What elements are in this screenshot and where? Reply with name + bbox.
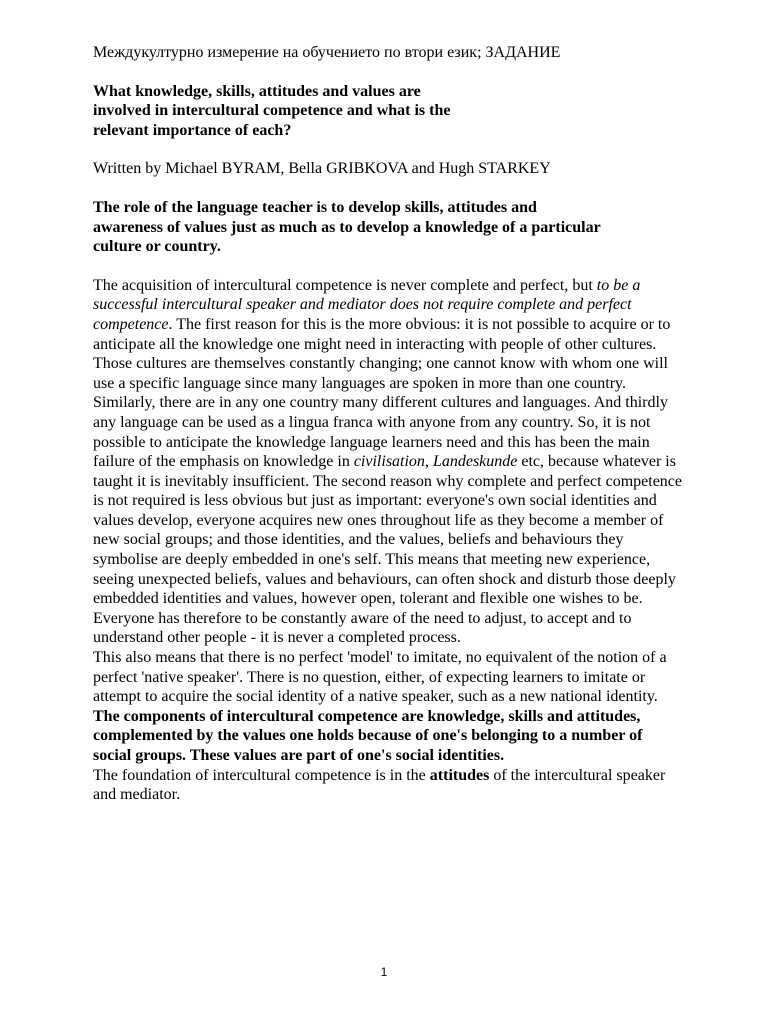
p4-bold-b: attitudes bbox=[429, 766, 490, 784]
p1-italic-b: to be a successful intercultural speaker and mediator does not require complete and perfect competence bbox=[93, 276, 641, 333]
p1-text-a: The acquisition of intercultural competence is never complete and perfect, but bbox=[93, 276, 597, 294]
page-number: 1 bbox=[380, 965, 388, 979]
p1-text-c: . The first reason for this is the more obvious: it is not possible to acquire or to anticipate all the knowledge one might need in interacting with people of other cultures. Those cultures are themselves constantly changing; one cannot know with whom one will use a specific language since many languages are spoken in more than one country. Similarly, there are in any one country many different cultures and languages. And thirdly any language can be used as a lingua franca with anyone from any country. So, it is not possible to anticipate the knowledge language learners need and this has been the main failure of the emphasis on knowledge in bbox=[93, 315, 671, 471]
p1-italic-f: Landeskunde bbox=[432, 453, 518, 471]
body-paragraph-1 bbox=[93, 276, 683, 648]
body-paragraph-2: This also means that there is no perfect 'model' to imitate, no equivalent of the notion of a perfect 'native speaker'. There is no question, either, of expecting learners to imitate or attempt to acquire the social identity of a native speaker, such as a new national identity. bbox=[93, 649, 667, 706]
body-paragraph-4 bbox=[93, 766, 683, 805]
p1-text-e: , bbox=[424, 453, 433, 471]
lead-line: awareness of values just as much as to develop a knowledge of a particular bbox=[93, 218, 601, 236]
lead-line: The role of the language teacher is to develop skills, attitudes and bbox=[93, 198, 537, 216]
lead-line: culture or country. bbox=[93, 238, 221, 256]
title-line: relevant importance of each? bbox=[93, 121, 292, 139]
p1-italic-d: civilisation bbox=[353, 453, 425, 471]
document-page bbox=[93, 43, 683, 805]
title-line: involved in intercultural competence and what is the bbox=[93, 102, 451, 120]
p4-text-a: The foundation of intercultural competence is in the bbox=[93, 766, 430, 784]
p1-text-g: etc, because whatever is taught it is inevitably insufficient. The second reason why complete and perfect competence is not required is less obvious but just as important: everyone's own social identities and values develop, everyone acquires new ones throughout life as they become a member of new social groups; and those identities, and the values, beliefs and behaviours they symbolise are deeply embedded in one's self. This means that meeting new experience, seeing unexpected beliefs, values and behaviours, can often shock and disturb those deeply embedded identities and values, however open, tolerant and flexible one wishes to be. Everyone has therefore to be constantly aware of the need to adjust, to accept and to understand other people - it is never a completed process. bbox=[93, 453, 682, 647]
title-line: What knowledge, skills, attitudes and values are bbox=[93, 82, 421, 100]
document-header: Междукултурно измерение на обучението по втори език; ЗАДАНИЕ bbox=[93, 44, 561, 61]
authors-line: Written by Michael BYRAM, Bella GRIBKOVA and Hugh STARKEY bbox=[93, 160, 551, 178]
p4-text-c: of the intercultural speaker and mediator. bbox=[93, 766, 666, 804]
body-paragraph-3: The components of intercultural competence are knowledge, skills and attitudes, complemented by the values one holds because of one's belonging to a number of social groups. These values are part of one's social identities. bbox=[93, 707, 643, 764]
lead-paragraph bbox=[93, 198, 683, 257]
document-title bbox=[93, 82, 683, 141]
